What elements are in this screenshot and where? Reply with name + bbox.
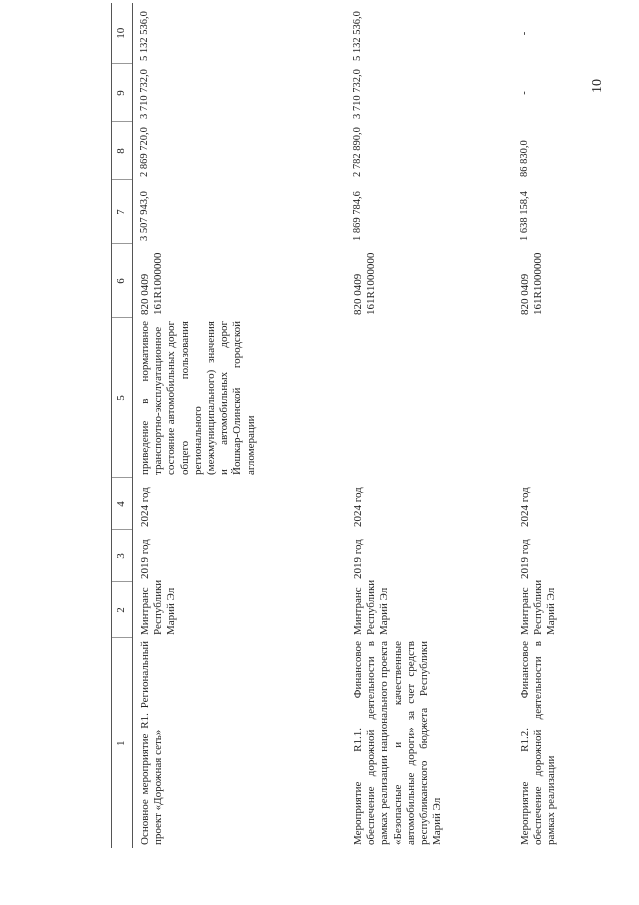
activity-cell: Мероприятие R1.2. Финансовое обеспечение дорожной деятельности в рамках реализации (519, 641, 558, 845)
rotated-page (111, 11, 639, 848)
start-cell: 2019 год (139, 539, 151, 579)
result-cell: приведение в нормативное транспортно-эксплуатационное состояние автомобильных дорог общего пользования регионального (межмуниципального) значения и автомобильных дорог Йошкар-Олинской городской агломерации (139, 321, 257, 475)
header-row (112, 3, 133, 848)
code-cell: 820 0409 161R1000000 (139, 252, 165, 315)
end-cell: 2024 год (139, 487, 151, 527)
column-header-7: 7 (112, 180, 133, 244)
activity-cell: Мероприятие R1.1. Финансовое обеспечение дорожной деятельности в рамках реализации национального проекта «Безопасные и качественные автомобильные дороги» за счет средств республиканского бюджета Республики Марий Эл (352, 641, 444, 845)
column-header-3: 3 (112, 530, 133, 582)
start-cell: 2019 год (519, 539, 531, 579)
amount-cell-8: 2 869 720,0 (139, 127, 150, 177)
amount-cell-8: 2 782 890,0 (352, 127, 363, 177)
activity-cell: Основное мероприятие R1. Региональный проект «Дорожная сеть» (139, 641, 165, 845)
amount-cell-7: 1 638 158,4 (519, 191, 530, 241)
column-header-5: 5 (112, 318, 133, 478)
amount-cell-7: 3 507 943,0 (139, 191, 150, 241)
program-table (111, 3, 639, 848)
table-row (513, 3, 639, 848)
result-cell (346, 318, 513, 478)
amount-cell-8: 86 830,0 (519, 140, 530, 177)
table-row (346, 3, 513, 848)
result-cell (513, 318, 639, 478)
amount-cell-9: - (519, 91, 530, 95)
column-header-4: 4 (112, 478, 133, 530)
column-header-8: 8 (112, 122, 133, 180)
column-header-9: 9 (112, 64, 133, 122)
table-row (133, 3, 347, 848)
start-cell: 2019 год (352, 539, 364, 579)
amount-cell-9: 3 710 732,0 (139, 69, 150, 119)
amount-cell-10: 5 132 536,0 (139, 11, 150, 61)
column-header-10: 10 (112, 3, 133, 64)
end-cell: 2024 год (519, 487, 531, 527)
amount-cell-7: 1 869 784,6 (352, 191, 363, 241)
end-cell: 2024 год (352, 487, 364, 527)
executor-cell: Минтранс Республики Марий Эл (139, 579, 178, 635)
amount-cell-10: - (519, 31, 530, 36)
code-cell: 820 0409 161R1000000 (519, 252, 545, 315)
column-header-6: 6 (112, 244, 133, 318)
column-header-1: 1 (112, 638, 133, 848)
executor-cell: Минтранс Республики Марий Эл (519, 579, 558, 635)
amount-cell-10: 5 132 536,0 (352, 11, 363, 61)
amount-cell-9: 3 710 732,0 (352, 69, 363, 119)
column-header-2: 2 (112, 582, 133, 638)
code-cell: 820 0409 161R1000000 (352, 252, 378, 315)
page-number: 10 (590, 79, 605, 93)
executor-cell: Минтранс Республики Марий Эл (352, 579, 391, 635)
